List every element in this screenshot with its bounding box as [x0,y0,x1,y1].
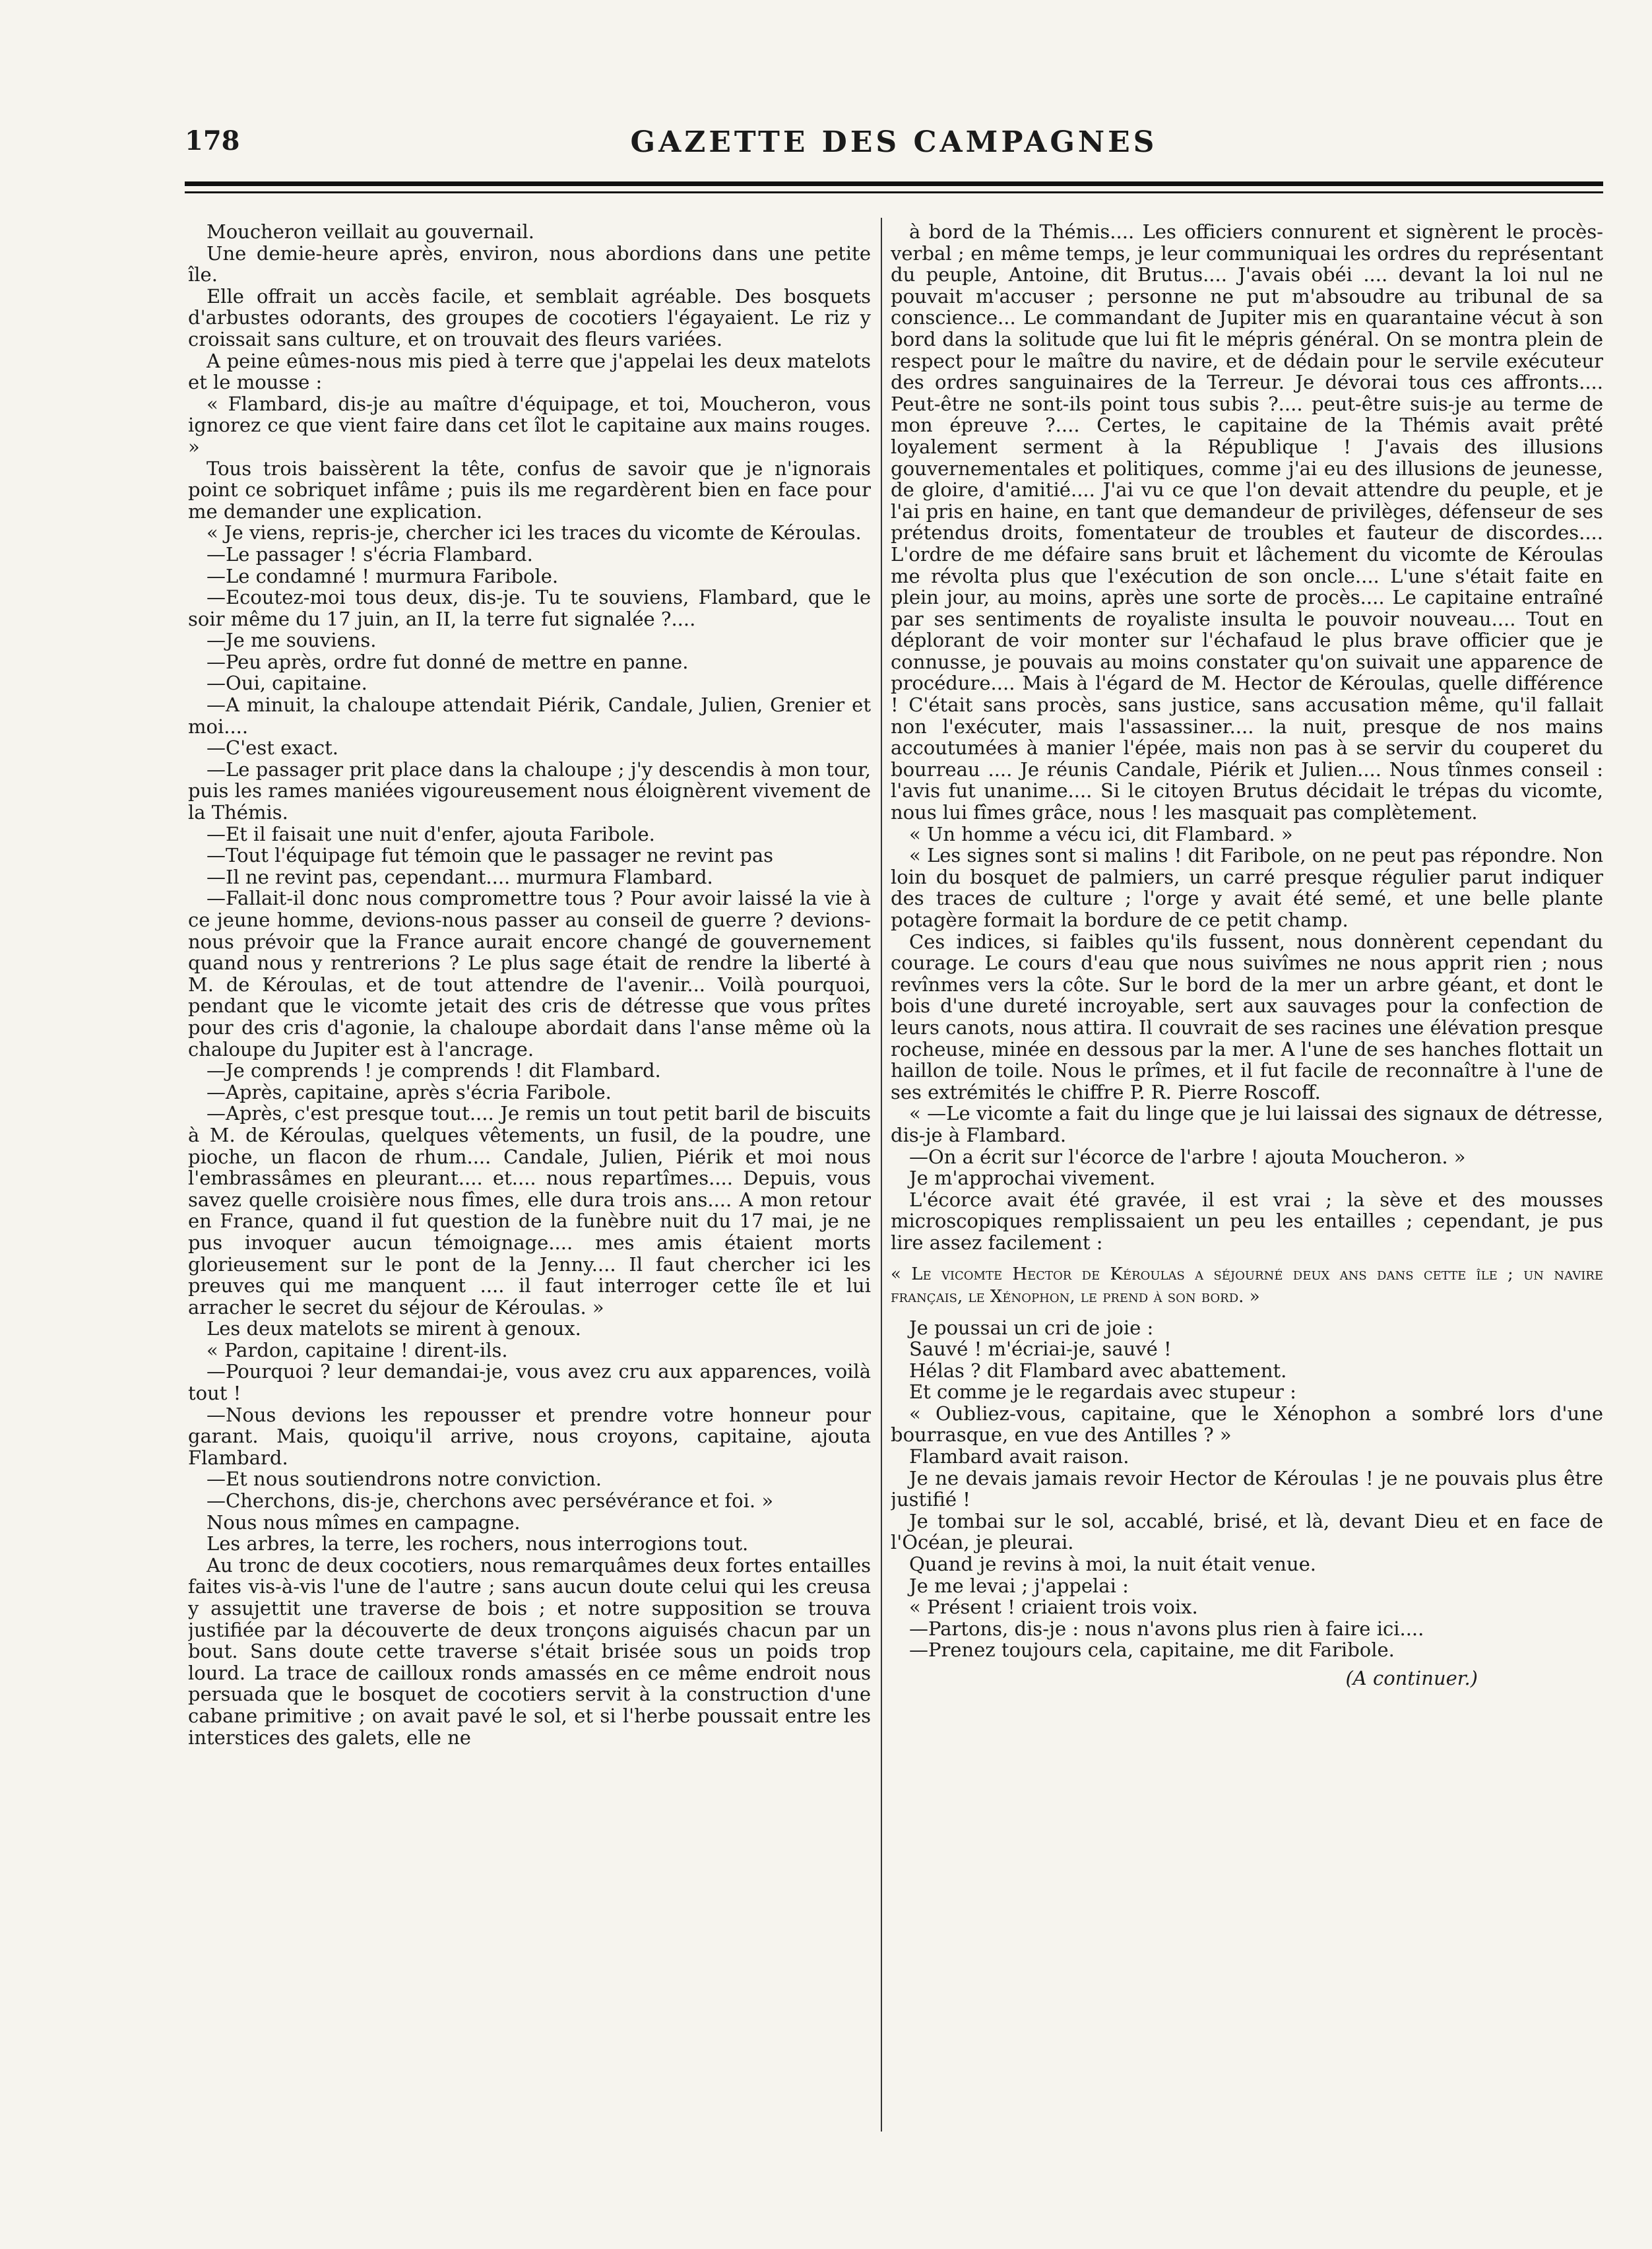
paragraph: Et comme je le regardais avec stupeur : [909,1381,1296,1404]
paragraph: —Le passager prit place dans la chaloupe ; j'y descendis à mon tour, puis les rames maniées vigoureusement nous éloignèrent vivement de la Thémis. [188,758,871,824]
paragraph: —Après, c'est presque tout.... Je remis un tout petit baril de biscuits à M. de Kéroulas, quelques vêtements, un fusil, de la poudre, une pioche, un flacon de rhum.... Candale, Julien, Piérik et moi nous l'embrassâmes en pleurant.... et.... nous repartîmes.... Depuis, vous savez quelle croisière nous fîmes, elle dura trois ans.... A mon retour en France, quand il fut question de la funèbre nuit du 17 mai, je ne pus invoquer aucun témoignage.... mes amis étaient morts glorieusement sur le pont de la Jenny.... Il faut chercher ici les preuves qui me manquent .... il faut interroger cette île et lui arracher le secret du séjour de Kéroulas. » [188,1102,871,1319]
paragraph: A peine eûmes-nous mis pied à terre que j'appelai les deux matelots et le mousse : [188,349,871,394]
paragraph: Au tronc de deux cocotiers, nous remarquâmes deux fortes entailles faites vis-à-vis l'une de l'autre ; sans aucun doute celui qui les creusa y assujettit une traverse de bois ; et notre supposition se trouva justifiée par la découverte de deux tronçons aiguisés chacun par un bout. Sans doute cette traverse s'était brisée sous un poids trop lourd. La trace de cailloux ronds amassés en ce même endroit nous persuada que le bosquet de cocotiers servit à la construction d'une cabane primitive ; on avait pavé le sol, et si l'herbe poussait entre les interstices des galets, elle ne [188,1553,871,1749]
paragraph: « Flambard, dis-je au maître d'équipage, et toi, Moucheron, vous ignorez ce que vient faire dans cet îlot le capitaine aux mains rouges. » [188,392,871,458]
paragraph: Les arbres, la terre, les rochers, nous interrogions tout. [206,1532,749,1555]
paragraph: —Oui, capitaine. [206,672,367,695]
paragraph: —Pourquoi ? leur demandai-je, vous avez cru aux apparences, voilà tout ! [188,1360,871,1405]
paragraph: « Un homme a vécu ici, dit Flambard. » [909,822,1293,845]
paragraph: —Fallait-il donc nous compromettre tous ? Pour avoir laissé la vie à ce jeune homme, devions-nous passer au conseil de guerre ? devions-nous prévoir que la France aurait encore changé de gouvernement quand nous y rentrerions ? Le plus sage était de rendre la liberté à M. de Kéroulas, et de tout attendre de l'avenir... Voilà pourquoi, pendant que le vicomte jetait des cris de détresse que vous prîtes pour des cris d'agonie, la chaloupe abordait dans l'anse même où la chaloupe du Jupiter est à l'ancrage. [188,887,871,1060]
paragraph: —Prenez toujours cela, capitaine, me dit Faribole. [909,1639,1395,1662]
page-number: 178 [185,125,240,156]
paragraph: —Je comprends ! je comprends ! dit Flambard. [206,1059,661,1082]
journal-title: GAZETTE DES CAMPAGNES [630,125,1158,159]
paragraph: —Tout l'équipage fut témoin que le passager ne revint pas [206,844,774,867]
paragraph: Les deux matelots se mirent à genoux. [206,1317,581,1340]
paragraph: Ces indices, si faibles qu'ils fussent, nous donnèrent cependant du courage. Le cours d'eau que nous suivîmes ne nous apprit rien ; nous revînmes vers la côte. Sur le bord de la mer un arbre géant, et dont le bois d'une dureté incroyable, sert aux sauvages pour la confection de leurs canots, nous attira. Il couvrait de ses racines une élévation presque rocheuse, minée en dessous par la mer. A l'une de ses hanches flottait un haillon de toile. Nous le prîmes, et il fut facile de reconnaître à l'une de ses extrémités le chiffre P. R. Pierre Roscoff. [891,930,1603,1103]
paragraph: —Le passager ! s'écria Flambard. [206,542,533,566]
paragraph: Je m'approchai vivement. [909,1167,1156,1190]
paragraph: « Pardon, capitaine ! dirent-ils. [206,1338,508,1361]
column-divider [881,218,882,2132]
paragraph: —Il ne revint pas, cependant.... murmura Flambard. [206,865,713,888]
paragraph: —Nous devions les repousser et prendre votre honneur pour garant. Mais, quoiqu'il arrive, nous croyons, capitaine, ajouta Flambard. [188,1403,871,1469]
paragraph: —Et il faisait une nuit d'enfer, ajouta Faribole. [206,822,655,845]
paragraph: —Partons, dis-je : nous n'avons plus rien à faire ici.... [909,1617,1424,1640]
header-rule-thin [185,191,1603,193]
paragraph: L'écorce avait été gravée, il est vrai ; la sève et des mousses microscopiques remplissaient un peu les entailles ; cependant, je pus lire assez facilement : [891,1188,1603,1254]
paragraph: (A continuer.) [1345,1667,1478,1689]
paragraph: Hélas ? dit Flambard avec abattement. [909,1359,1287,1382]
paragraph: —A minuit, la chaloupe attendait Piérik, Candale, Julien, Grenier et moi.... [188,694,871,738]
paragraph: Flambard avait raison. [909,1445,1129,1468]
paragraph: —Ecoutez-moi tous deux, dis-je. Tu te souviens, Flambard, que le soir même du 17 juin, an II, la terre fut signalée ?.... [188,586,871,630]
paragraph: Quand je revins à moi, la nuit était venue. [909,1553,1317,1576]
header-rule-thick [185,181,1603,186]
paragraph: Elle offrait un accès facile, et semblait agréable. Des bosquets d'arbustes odorants, des groupes de cocotiers l'égayaient. Le riz y croissait sans culture, et on trouvait des fleurs variées. [188,284,871,350]
paragraph: —On a écrit sur l'écorce de l'arbre ! ajouta Moucheron. » [909,1145,1466,1168]
paragraph: —Cherchons, dis-je, cherchons avec persévérance et foi. » [206,1489,774,1513]
paragraph: Je me levai ; j'appelai : [909,1574,1129,1597]
paragraph: « Je viens, repris-je, chercher ici les traces du vicomte de Kéroulas. [206,521,862,544]
paragraph: « —Le vicomte a fait du linge que je lui laissai des signaux de détresse, dis-je à Flambard. [891,1102,1603,1146]
paragraph: —C'est exact. [206,736,338,760]
paragraph: —Après, capitaine, après s'écria Faribole. [206,1080,612,1103]
paragraph: Moucheron veillait au gouvernail. [206,221,534,243]
paragraph: Je poussai un cri de joie : [909,1316,1154,1339]
paragraph: Je tombai sur le sol, accablé, brisé, et là, devant Dieu et en face de l'Océan, je pleurai. [891,1509,1603,1554]
paragraph: à bord de la Thémis.... Les officiers connurent et signèrent le procès-verbal ; en même temps, je leur communiquai les ordres du représentant du peuple, Antoine, dit Brutus.... J'avais obéi .... devant la loi nul ne pouvait m'accuser ; personne ne put m'absoudre au tribunal de sa conscience... Le commandant de Jupiter mis en quarantaine vécut à son bord dans la solitude que lui fit le mépris général. On se montra plein de respect pour le maître du navire, et de dédain pour le servile exécuteur des ordres sanguinaires de la Terreur. Je dévorai tous ces affronts.... Peut-être ne sont-ils point tous subis ?.... peut-être suis-je au terme de mon épreuve ?.... Certes, le capitaine de la Thémis avait prêté loyalement serment à la République ! J'avais des illusions gouvernementales et politiques, comme j'ai eu des illusions de jeunesse, de gloire, d'amitié.... J'ai vu ce que l'on devait attendre du peuple, et je l'ai pris en haine, en tant que demandeur de privilèges, défenseur de ses prétendus droits, fomentateur de troubles et fauteur de discordes.... L'ordre de me défaire sans bruit et lâchement du vicomte de Kéroulas me révolta plus que l'exécution de son oncle.... L'une s'était faite en plein jour, au moins, après une sorte de procès.... Le capitaine entraîné par ses sentiments de royaliste insulta le pouvoir nouveau.... Tout en déplorant de voir monter sur l'échafaud le plus brave officier que je connusse, je pouvais au moins constater qu'on suivait une apparence de procédure.... Mais à l'égard de M. Hector de Kéroulas, quelle différence ! C'était sans procès, sans justice, sans accusation même, qu'il fallait non l'exécuter, mais l'assassiner.... la nuit, presque de nos mains accoutumées à manier l'épée, mais non pas à se servir du couperet du bourreau .... Je réunis Candale, Piérik et Julien.... Nous tînmes conseil : l'avis fut unanime.... Si le citoyen Brutus décidait le trépas du vicomte, nous lui fîmes grâce, nous ! les masquait pas complètement. [891,221,1603,824]
page-header [185,125,1603,165]
paragraph: —Le condamné ! murmura Faribole. [206,564,559,587]
paragraph: Nous nous mîmes en campagne. [206,1511,521,1534]
paragraph: Une demie-heure après, environ, nous abordions dans une petite île. [188,242,871,286]
paragraph: —Je me souviens. [206,629,377,652]
left-column [188,221,871,2168]
paragraph: —Et nous soutiendrons notre conviction. [206,1468,602,1491]
paragraph: Tous trois baissèrent la tête, confus de savoir que je n'ignorais point ce sobriquet infâme ; puis ils me regardèrent bien en face pour me demander une explication. [188,457,871,523]
paragraph: « Oubliez-vous, capitaine, que le Xénophon a sombré lors d'une bourrasque, en vue des Antilles ? » [891,1402,1603,1447]
paragraph: Sauvé ! m'écriai-je, sauvé ! [909,1338,1172,1361]
right-column [891,221,1603,2168]
paragraph: « Le vicomte Hector de Kéroulas a séjourné deux ans dans cette île ; un navire français, le Xénophon, le prend à son bord. » [891,1264,1603,1307]
paragraph: —Peu après, ordre fut donné de mettre en panne. [206,650,689,673]
paragraph: « Les signes sont si malins ! dit Faribole, on ne peut pas répondre. Non loin du bosquet de palmiers, un carré presque régulier parut indiquer des traces de culture ; l'orge y avait été semé, et une belle plante potagère formait la bordure de ce petit champ. [891,844,1603,931]
paragraph: Je ne devais jamais revoir Hector de Kéroulas ! je ne pouvais plus être justifié ! [891,1466,1603,1511]
paragraph: « Présent ! criaient trois voix. [909,1596,1198,1619]
